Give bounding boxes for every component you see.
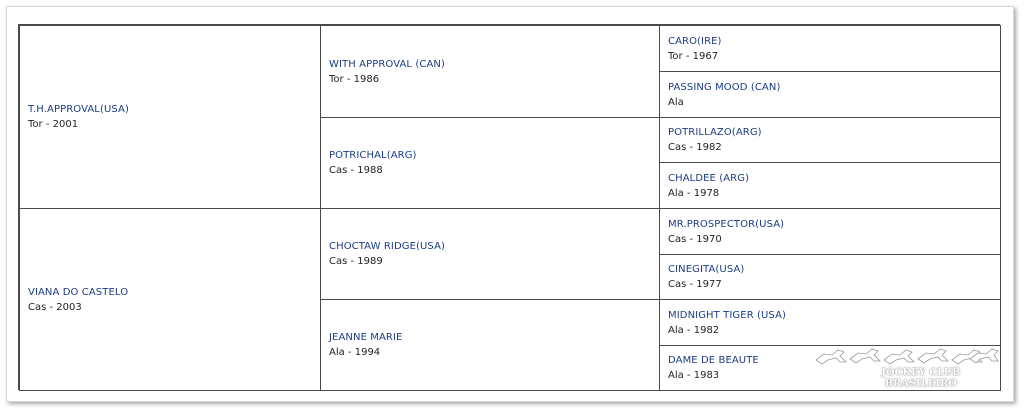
dam-dam-name: JEANNE MARIE bbox=[329, 332, 403, 343]
ancestor-cell-8 bbox=[659, 345, 1001, 391]
ancestor-info: Ala bbox=[668, 96, 684, 108]
sire-cell bbox=[19, 25, 321, 209]
ancestor-info: Tor - 1967 bbox=[668, 50, 719, 62]
watermark-text: JOCKEY CLUB BRASILEIRO bbox=[881, 367, 961, 389]
ancestor-cell-6 bbox=[659, 254, 1001, 300]
ancestor-info: Ala - 1982 bbox=[668, 324, 720, 336]
sire-dam-cell bbox=[320, 117, 660, 209]
ancestor-cell-1 bbox=[659, 25, 1001, 72]
sire-info: Tor - 2001 bbox=[28, 119, 79, 130]
ancestor-info: Cas - 1982 bbox=[668, 142, 722, 153]
dam-sire-cell bbox=[320, 208, 660, 300]
sire-name: T.H.APPROVAL(USA) bbox=[28, 104, 129, 115]
sire-sire-info: Tor - 1986 bbox=[329, 73, 380, 85]
ancestor-cell-7 bbox=[659, 299, 1001, 346]
ancestor-name: MIDNIGHT TIGER (USA) bbox=[668, 309, 787, 321]
ancestor-name: DAME DE BEAUTE bbox=[668, 355, 759, 366]
dam-dam-info: Ala - 1994 bbox=[329, 347, 381, 358]
pedigree-table bbox=[18, 24, 1000, 390]
ancestor-info: Cas - 1970 bbox=[668, 233, 722, 245]
ancestor-cell-2 bbox=[659, 71, 1001, 118]
ancestor-info: Ala - 1983 bbox=[668, 370, 720, 381]
dam-cell bbox=[19, 208, 321, 391]
dam-info: Cas - 2003 bbox=[28, 301, 82, 313]
ancestor-info: Ala - 1978 bbox=[668, 187, 720, 199]
sire-sire-name: WITH APPROVAL (CAN) bbox=[329, 58, 445, 70]
ancestor-name: CARO(IRE) bbox=[668, 35, 722, 47]
ancestor-cell-4 bbox=[659, 162, 1001, 209]
ancestor-name: PASSING MOOD (CAN) bbox=[668, 81, 781, 93]
dam-dam-cell bbox=[320, 299, 660, 391]
sire-dam-info: Cas - 1988 bbox=[329, 165, 383, 176]
ancestor-name: MR.PROSPECTOR(USA) bbox=[668, 218, 785, 230]
ancestor-name: POTRILLAZO(ARG) bbox=[668, 127, 762, 138]
dam-sire-info: Cas - 1989 bbox=[329, 256, 383, 267]
dam-name: VIANA DO CASTELO bbox=[28, 286, 129, 298]
dam-sire-name: CHOCTAW RIDGE(USA) bbox=[329, 241, 446, 252]
ancestor-name: CINEGITA(USA) bbox=[668, 264, 745, 275]
ancestor-info: Cas - 1977 bbox=[668, 279, 722, 290]
ancestor-cell-5 bbox=[659, 208, 1001, 255]
sire-sire-cell bbox=[320, 25, 660, 118]
sire-dam-name: POTRICHAL(ARG) bbox=[329, 150, 417, 161]
ancestor-cell-3 bbox=[659, 117, 1001, 163]
ancestor-name: CHALDEE (ARG) bbox=[668, 172, 750, 184]
